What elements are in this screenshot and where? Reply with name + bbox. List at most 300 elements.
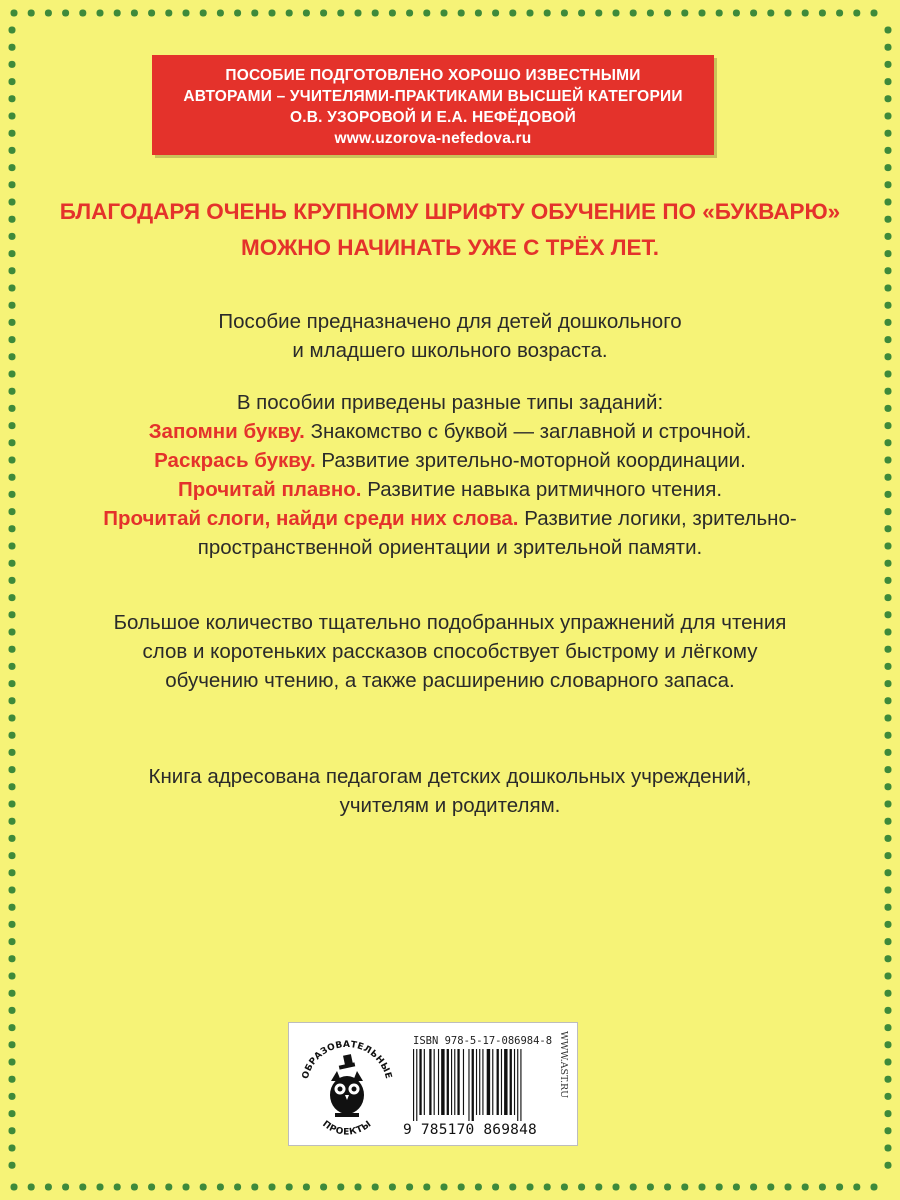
border-dot <box>885 336 892 343</box>
border-dot <box>9 921 16 928</box>
logo-text-top: ОБРАЗОВАТЕЛЬНЫЕ <box>300 1039 394 1081</box>
border-dot <box>9 1127 16 1134</box>
border-dot <box>9 508 16 515</box>
border-dot <box>885 1162 892 1169</box>
border-dot <box>337 10 344 17</box>
border-dot <box>630 1184 637 1191</box>
border-dot <box>885 973 892 980</box>
border-dot <box>664 10 671 17</box>
border-dot <box>885 371 892 378</box>
border-dot <box>200 1184 207 1191</box>
border-dot <box>389 1184 396 1191</box>
barcode-bar <box>451 1049 452 1115</box>
border-dot <box>286 10 293 17</box>
border-dot <box>9 594 16 601</box>
border-dot <box>9 818 16 825</box>
task-term: Раскрась букву. <box>154 449 316 472</box>
border-dot <box>9 1162 16 1169</box>
border-dot <box>885 869 892 876</box>
border-dot <box>9 422 16 429</box>
barcode-bar <box>497 1049 499 1115</box>
border-dot <box>62 1184 69 1191</box>
svg-text:ПРОЕКТЫ <box>320 1119 373 1137</box>
border-dot <box>885 938 892 945</box>
border-dot <box>9 371 16 378</box>
headline-line: МОЖНО НАЧИНАТЬ УЖЕ С ТРЁХ ЛЕТ. <box>241 235 659 260</box>
task-description: Развитие логики, зрительно- <box>518 507 797 530</box>
border-dot <box>9 749 16 756</box>
border-dot <box>885 1145 892 1152</box>
border-dot <box>97 1184 104 1191</box>
border-dot <box>9 405 16 412</box>
border-dot <box>785 10 792 17</box>
border-dot <box>9 715 16 722</box>
border-dot <box>885 1076 892 1083</box>
border-dot <box>320 1184 327 1191</box>
headline-line: БЛАГОДАРЯ ОЧЕНЬ КРУПНОМУ ШРИФТУ ОБУЧЕНИЕ ПО «БУКВАРЮ» <box>59 199 841 224</box>
border-dot <box>9 130 16 137</box>
border-dot <box>750 1184 757 1191</box>
border-dot <box>595 10 602 17</box>
border-dot <box>885 508 892 515</box>
border-dot <box>733 10 740 17</box>
border-dot <box>595 1184 602 1191</box>
border-dot <box>406 10 413 17</box>
border-dot <box>885 216 892 223</box>
banner-line: ПОСОБИЕ ПОДГОТОВЛЕНО ХОРОШО ИЗВЕСТНЫМИ <box>225 67 641 84</box>
barcode-bar <box>416 1049 417 1121</box>
task-term: Запомни букву. <box>148 420 305 443</box>
barcode-bar <box>517 1049 518 1121</box>
barcode-bar <box>468 1049 469 1121</box>
barcode-bar <box>429 1049 431 1115</box>
border-dot <box>885 353 892 360</box>
banner-line: АВТОРАМИ – УЧИТЕЛЯМИ-ПРАКТИКАМИ ВЫСШЕЙ КАТЕГОРИИ <box>183 88 683 105</box>
border-dot <box>183 10 190 17</box>
border-dot <box>853 10 860 17</box>
border-dot <box>527 10 534 17</box>
barcode-bar <box>482 1049 483 1115</box>
border-dot <box>544 1184 551 1191</box>
border-dot <box>9 560 16 567</box>
barcode-bar <box>501 1049 502 1115</box>
task-item <box>20 504 880 533</box>
task-types-paragraph <box>20 388 880 562</box>
border-dot <box>699 1184 706 1191</box>
border-dot <box>9 629 16 636</box>
barcode-bar <box>441 1049 444 1115</box>
border-dot <box>664 1184 671 1191</box>
banner-line: О.В. УЗОРОВОЙ И Е.А. НЕФЁДОВОЙ <box>289 109 576 126</box>
barcode-bar <box>424 1049 425 1115</box>
border-dot <box>9 938 16 945</box>
barcode-bar <box>454 1049 455 1115</box>
border-dot <box>681 1184 688 1191</box>
border-dot <box>885 594 892 601</box>
border-dot <box>9 835 16 842</box>
border-dot <box>9 697 16 704</box>
border-dot <box>406 1184 413 1191</box>
border-dot <box>885 405 892 412</box>
border-dot <box>45 10 52 17</box>
border-dot <box>441 10 448 17</box>
border-dot <box>885 887 892 894</box>
border-dot <box>716 10 723 17</box>
border-dot <box>200 10 207 17</box>
border-dot <box>885 267 892 274</box>
barcode-bar <box>520 1049 521 1121</box>
border-dot <box>9 1007 16 1014</box>
barcode-bar <box>457 1049 459 1115</box>
border-dot <box>885 766 892 773</box>
border-dot <box>9 611 16 618</box>
border-dot <box>885 525 892 532</box>
border-dot <box>885 250 892 257</box>
border-dot <box>885 78 892 85</box>
barcode-bar <box>413 1049 414 1121</box>
border-dot <box>28 10 35 17</box>
border-dot <box>148 10 155 17</box>
barcode-bar <box>476 1049 477 1115</box>
border-dot <box>885 904 892 911</box>
border-dot <box>544 10 551 17</box>
border-dot <box>131 1184 138 1191</box>
border-dot <box>269 1184 276 1191</box>
border-dot <box>9 1076 16 1083</box>
border-dot <box>320 10 327 17</box>
border-dot <box>885 439 892 446</box>
border-dot <box>885 422 892 429</box>
border-dot <box>885 818 892 825</box>
border-dot <box>45 1184 52 1191</box>
border-dot <box>9 801 16 808</box>
border-dot <box>885 990 892 997</box>
border-dot <box>492 10 499 17</box>
headline <box>20 194 880 266</box>
border-dot <box>9 1024 16 1031</box>
border-dot <box>9 285 16 292</box>
border-dot <box>716 1184 723 1191</box>
border-dot <box>885 680 892 687</box>
border-dot <box>11 1184 18 1191</box>
task-term: Прочитай слоги, найди среди них слова. <box>103 507 519 530</box>
border-dot <box>885 697 892 704</box>
border-dot <box>475 10 482 17</box>
border-dot <box>217 10 224 17</box>
border-dot <box>9 543 16 550</box>
barcode-bars <box>411 1049 551 1121</box>
border-dot <box>183 1184 190 1191</box>
border-dot <box>355 1184 362 1191</box>
border-dot <box>885 749 892 756</box>
border-dot <box>885 147 892 154</box>
border-dot <box>475 1184 482 1191</box>
border-dot <box>561 1184 568 1191</box>
border-dot <box>885 319 892 326</box>
intro-paragraph <box>20 307 880 365</box>
border-dot <box>885 285 892 292</box>
border-dot <box>885 577 892 584</box>
border-dot <box>578 1184 585 1191</box>
border-dot <box>165 10 172 17</box>
border-dot <box>9 852 16 859</box>
border-dot <box>9 887 16 894</box>
border-dot <box>767 1184 774 1191</box>
border-dot <box>9 577 16 584</box>
border-dot <box>9 955 16 962</box>
border-dot <box>9 216 16 223</box>
task-types-heading: В пособии приведены разные типы заданий: <box>236 391 664 414</box>
border-dot <box>9 1093 16 1100</box>
publisher-website: WWW.AST.RU <box>558 1031 569 1099</box>
border-dot <box>28 1184 35 1191</box>
border-dot <box>251 10 258 17</box>
border-dot <box>9 44 16 51</box>
task-description: Знакомство с буквой — заглавной и строчной. <box>304 420 752 443</box>
task-item-continuation: пространственной ориентации и зрительной памяти. <box>197 536 703 559</box>
audience-paragraph <box>20 762 880 820</box>
border-dot <box>9 990 16 997</box>
border-dot <box>885 1041 892 1048</box>
border-dot <box>802 1184 809 1191</box>
barcode-bar <box>510 1049 512 1115</box>
border-dot <box>836 1184 843 1191</box>
border-dot <box>630 10 637 17</box>
border-dot <box>389 10 396 17</box>
border-dot <box>62 10 69 17</box>
border-dot <box>372 1184 379 1191</box>
barcode-bar <box>472 1049 474 1121</box>
border-dot <box>9 78 16 85</box>
border-dot <box>79 1184 86 1191</box>
barcode-bar <box>447 1049 449 1115</box>
border-dot <box>885 474 892 481</box>
exercises-line: обучению чтению, а также расширению словарного запаса. <box>165 669 735 692</box>
border-dot <box>9 783 16 790</box>
border-dot <box>9 732 16 739</box>
border-dot <box>148 1184 155 1191</box>
border-dot <box>819 10 826 17</box>
border-dot <box>647 10 654 17</box>
intro-line: и младшего школьного возраста. <box>292 339 608 362</box>
border-dot <box>885 164 892 171</box>
border-dot <box>885 560 892 567</box>
border-dot <box>9 181 16 188</box>
border-dot <box>9 388 16 395</box>
border-dot <box>165 1184 172 1191</box>
border-dot <box>613 1184 620 1191</box>
border-dot <box>853 1184 860 1191</box>
border-dot <box>9 233 16 240</box>
border-dot <box>885 181 892 188</box>
banner-website: www.uzorova-nefedova.ru <box>334 130 532 147</box>
border-dot <box>509 10 516 17</box>
task-item <box>20 475 880 504</box>
barcode-bar <box>438 1049 439 1115</box>
border-dot <box>885 199 892 206</box>
border-dot <box>767 10 774 17</box>
exercises-line: Большое количество тщательно подобранных упражнений для чтения <box>113 611 787 634</box>
border-dot <box>9 474 16 481</box>
border-dot <box>9 164 16 171</box>
border-dot <box>372 10 379 17</box>
audience-line: Книга адресована педагогам детских дошкольных учреждений, <box>148 765 752 788</box>
border-dot <box>9 95 16 102</box>
border-dot <box>836 10 843 17</box>
border-dot <box>9 113 16 120</box>
border-dot <box>9 766 16 773</box>
border-dot <box>527 1184 534 1191</box>
border-dot <box>458 1184 465 1191</box>
border-dot <box>9 646 16 653</box>
border-dot <box>885 1110 892 1117</box>
exercises-line: слов и коротеньких рассказов способствует быстрому и лёгкому <box>142 640 758 663</box>
border-dot <box>11 10 18 17</box>
border-dot <box>561 10 568 17</box>
border-dot <box>885 611 892 618</box>
border-dot <box>9 61 16 68</box>
barcode-bar <box>514 1049 515 1115</box>
border-dot <box>458 10 465 17</box>
border-dot <box>509 1184 516 1191</box>
barcode-bar <box>463 1049 464 1115</box>
border-dot <box>885 388 892 395</box>
border-dot <box>885 801 892 808</box>
barcode-bar <box>479 1049 480 1115</box>
task-description: Развитие зрительно-моторной координации. <box>315 449 746 472</box>
border-dot <box>251 1184 258 1191</box>
border-dot <box>492 1184 499 1191</box>
border-dot <box>885 921 892 928</box>
intro-line: Пособие предназначено для детей дошкольного <box>218 310 682 333</box>
border-dot <box>9 1110 16 1117</box>
border-dot <box>9 973 16 980</box>
border-dot <box>647 1184 654 1191</box>
border-dot <box>885 27 892 34</box>
border-dot <box>234 10 241 17</box>
border-dot <box>750 10 757 17</box>
border-dot <box>9 353 16 360</box>
border-dot <box>885 113 892 120</box>
task-term: Прочитай плавно. <box>177 478 362 501</box>
audience-line: учителям и родителям. <box>339 794 561 817</box>
border-dot <box>9 199 16 206</box>
task-description: Развитие навыка ритмичного чтения. <box>361 478 723 501</box>
border-dot <box>885 95 892 102</box>
task-item <box>20 417 880 446</box>
border-dot <box>9 336 16 343</box>
border-dot <box>9 27 16 34</box>
border-dot <box>9 1059 16 1066</box>
border-dot <box>234 1184 241 1191</box>
border-dot <box>885 1007 892 1014</box>
border-dot <box>9 680 16 687</box>
border-dot <box>699 10 706 17</box>
border-dot <box>871 1184 878 1191</box>
border-dot <box>9 302 16 309</box>
owl-icon <box>293 1025 401 1143</box>
border-dot <box>286 1184 293 1191</box>
border-dot <box>681 10 688 17</box>
border-dot <box>9 1041 16 1048</box>
border-dot <box>114 1184 121 1191</box>
border-dot <box>871 10 878 17</box>
barcode-bar <box>487 1049 490 1115</box>
logo-text-bottom: ПРОЕКТЫ <box>320 1119 374 1138</box>
border-dot <box>885 1059 892 1066</box>
border-dot <box>79 10 86 17</box>
border-dot <box>885 715 892 722</box>
barcode-bar <box>492 1049 493 1115</box>
border-dot <box>9 491 16 498</box>
border-dot <box>885 302 892 309</box>
border-dot <box>885 663 892 670</box>
exercises-paragraph <box>20 608 880 695</box>
barcode-digits: 9 785170 869848 <box>403 1122 537 1138</box>
border-dot <box>885 835 892 842</box>
border-dot <box>131 10 138 17</box>
border-dot <box>9 250 16 257</box>
border-dot <box>885 457 892 464</box>
border-dot <box>423 10 430 17</box>
barcode-bar <box>434 1049 435 1115</box>
border-dot <box>303 1184 310 1191</box>
border-dot <box>733 1184 740 1191</box>
border-dot <box>9 439 16 446</box>
border-dot <box>9 267 16 274</box>
barcode-bar <box>419 1049 421 1115</box>
border-dot <box>578 10 585 17</box>
border-dot <box>885 233 892 240</box>
border-dot <box>885 732 892 739</box>
border-dot <box>885 646 892 653</box>
border-dot <box>885 491 892 498</box>
border-dot <box>9 525 16 532</box>
border-dot <box>885 783 892 790</box>
border-dot <box>9 904 16 911</box>
border-dot <box>885 852 892 859</box>
border-dot <box>355 10 362 17</box>
border-dot <box>819 1184 826 1191</box>
border-dot <box>885 1127 892 1134</box>
border-dot <box>337 1184 344 1191</box>
border-dot <box>885 61 892 68</box>
border-dot <box>785 1184 792 1191</box>
task-item <box>20 446 880 475</box>
border-dot <box>885 629 892 636</box>
border-dot <box>885 955 892 962</box>
border-dot <box>9 147 16 154</box>
border-dot <box>885 1024 892 1031</box>
authors-banner <box>152 55 714 155</box>
border-dot <box>114 10 121 17</box>
border-dot <box>802 10 809 17</box>
border-dot <box>423 1184 430 1191</box>
border-dot <box>885 1093 892 1100</box>
border-dot <box>9 457 16 464</box>
border-dot <box>303 10 310 17</box>
barcode-panel <box>288 1022 578 1146</box>
border-dot <box>9 663 16 670</box>
border-dot <box>885 44 892 51</box>
border-dot <box>9 319 16 326</box>
border-dot <box>269 10 276 17</box>
border-dot <box>441 1184 448 1191</box>
border-dot <box>885 543 892 550</box>
border-dot <box>9 1145 16 1152</box>
barcode-bar <box>504 1049 507 1115</box>
border-dot <box>217 1184 224 1191</box>
